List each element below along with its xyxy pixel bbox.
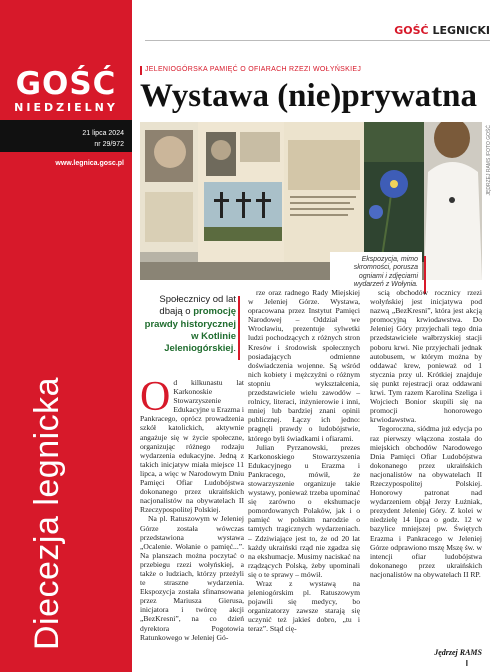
page-number: I (465, 659, 468, 668)
paragraph: Wraz z wystawą na jeleniogórskim pl. Ratuszowym pojawili się medycy, bo organizatorzy zawsze starają się uczynić też jakieś dobro, „tu i teraz”. Stąd cię- (248, 579, 360, 634)
article-title: Wystawa (nie)prywatna (140, 78, 478, 114)
kicker: JELENIOGÓRSKA PAMIĘĆ O OFIARACH RZEZI WOŁYŃSKIEJ (145, 66, 362, 73)
drop-cap: O (140, 374, 171, 420)
masthead-edition: LEGNICKI (432, 24, 490, 37)
masthead-rule (145, 40, 490, 41)
issue-date: 21 lipca 2024 (82, 130, 124, 137)
gosc-logo: GOŚĆ (15, 66, 117, 102)
photo-caption: Ekspozycja, mimo skromności, porusza ogniami i zdjęciami wydarzeń z Wołynia. (330, 252, 422, 294)
site-url[interactable]: www.legnica.gosc.pl (55, 160, 124, 167)
paragraph: Tegoroczna, siódma już edycja po raz pierwszy włączona została do miejskich obchodów Narodowego Dnia Pamięci Ofiar Ludobójstwa dokonanego przez ukraińskich nacjonalistów na obywatelach II Rzeczypospolitej Polskiej. Honorowy patronat nad wydarzeniem objął Jerzy Łużniak, prezydent Jeleniej Góry. Z kolei w niedzielę 14 lipca o godz. 12 w bazylice mniejszej pw. Świętych Erazma i Pankracego w Jeleniej Górze odprawiono mszę Mszę św. w intencji ofiar ludobójstwa dokonanego przez ukraińskich nacjonalistów na obywatelach II RP. (370, 424, 482, 579)
article-photo (140, 122, 482, 280)
lead-highlight: promocję prawdy historycznej w Kotlinie Jeleniogórskiej (144, 306, 236, 355)
lead-text-end: . (233, 343, 236, 355)
paragraph: Julian Pyrzanowski, prezes Karkonoskiego Stowarzyszenia Edukacyjnego u Erazma i Pankracego, mówił, że stowarzyszenie organizuje takie wystawy, ponieważ trzeba upominać się zarówno o ekshumacje pomordowanych Polaków, jak i o pamięć w polskim narodzie o tamtych tragicznych wydarzeniach. – Zdziwiające jest to, że od 20 lat każdy ukraiński rząd nie zgadza się na ekshumacje. Musimy naciskać na rządzących Polską, żeby upominali się o te sprawy – mówił. (248, 442, 360, 579)
kicker-bar (140, 66, 142, 75)
section-vertical-title: Diecezja legnicka (28, 376, 66, 650)
lead-text-start: Społecznicy od lat dbają o (159, 294, 236, 318)
paragraph (140, 374, 244, 515)
issue-number: nr 29/972 (94, 141, 124, 148)
author-signature: Jędrzej RAMS (434, 648, 482, 657)
article-column-1 (140, 374, 244, 642)
article-lead (140, 294, 236, 356)
niedzielny-logo: NIEDZIELNY (14, 101, 118, 114)
photo-credit: JĘDRZEJ RAMS /FOTO GOŚĆ (486, 125, 492, 196)
paragraph: rze oraz radnego Rady Miejskiej w Jeleniej Górze. Wystawa, opracowana przez Instytut Pamięci Narodowej – Oddział we Wrocławiu, prezentuje sylwetki ludzi pochodzących z różnych stron Kresów i środowisk społecznych posiadających odmienne doświadczenia wojenne. Są wśród nich kobiety i mężczyźni o różnym stopniu wykształcenia, przedstawiciele wielu zawodów – rolnicy, literaci, inżynierowie i inni, mniej lub bardziej znani opinii publicznej. Łączy ich jedno: pragnęli prawdy o ludobójstwie, którego byli świadkami i ofiarami. (248, 288, 360, 443)
article-column-2 (248, 288, 360, 634)
paragraph: Na pl. Ratuszowym w Jeleniej Górze została wówczas przedstawiona wystawa „Ocalenie. Wołanie o pamięć...”. Na planszach można poczytać o przebiegu rzezi wołyńskiej, a także o ludziach, którzy przeżyli te straszne wydarzenia. Ekspozycja została sfinansowana przez Mariusza Gierusa, inicjatora i twórcę akcji „BezKresni”, na co dzień dyrektora Pogotowia Ratunkowego w Jeleniej Gó- (140, 514, 244, 642)
masthead (394, 24, 490, 37)
article-column-3 (370, 288, 482, 579)
masthead-brand: GOŚĆ (394, 24, 429, 37)
paragraph: scią obchodów rocznicy rzezi wołyńskiej jest inicjatywa pod nazwą „BezKresni”, która jest akcją promocyjną krwiodawstwa. Do Jeleniej Góry przyjechali tego dnia przedstawiciele wałbrzyskiej stacji poboru krwi. Nie przyjechali jednak autobusem, w którym można by oddawać krew, ponieważ od 1 stycznia przy ul. Krótkiej znajduje się punkt rejestracji oraz oddawani krwi. Tym razem Karolina Szeliga i Wojciech Bonior skupili się na promocji honorowego krwiodawstwa. (370, 288, 482, 425)
exhibition-photo-illustration (140, 122, 482, 280)
lead-bar (238, 296, 240, 360)
paragraph-text: d kilkunastu lat Karkonoskie Stowarzyszenie Edukacyjne u Erazma i Pankracego, oprócz prowadzenia szkół katolickich, aktywnie angażuje się w życie społeczne, organizując różnego rodzaju wydarzenia edukacyjne. Jedną z takich inicjatyw miała miejsce 11 lipca, a więc w Narodowym Dniu Pamięci Ofiar Ludobójstwa dokonanego przez ukraińskich nacjonalistów na obywatelach II Rzeczypospolitej Polskiej. (140, 378, 244, 515)
